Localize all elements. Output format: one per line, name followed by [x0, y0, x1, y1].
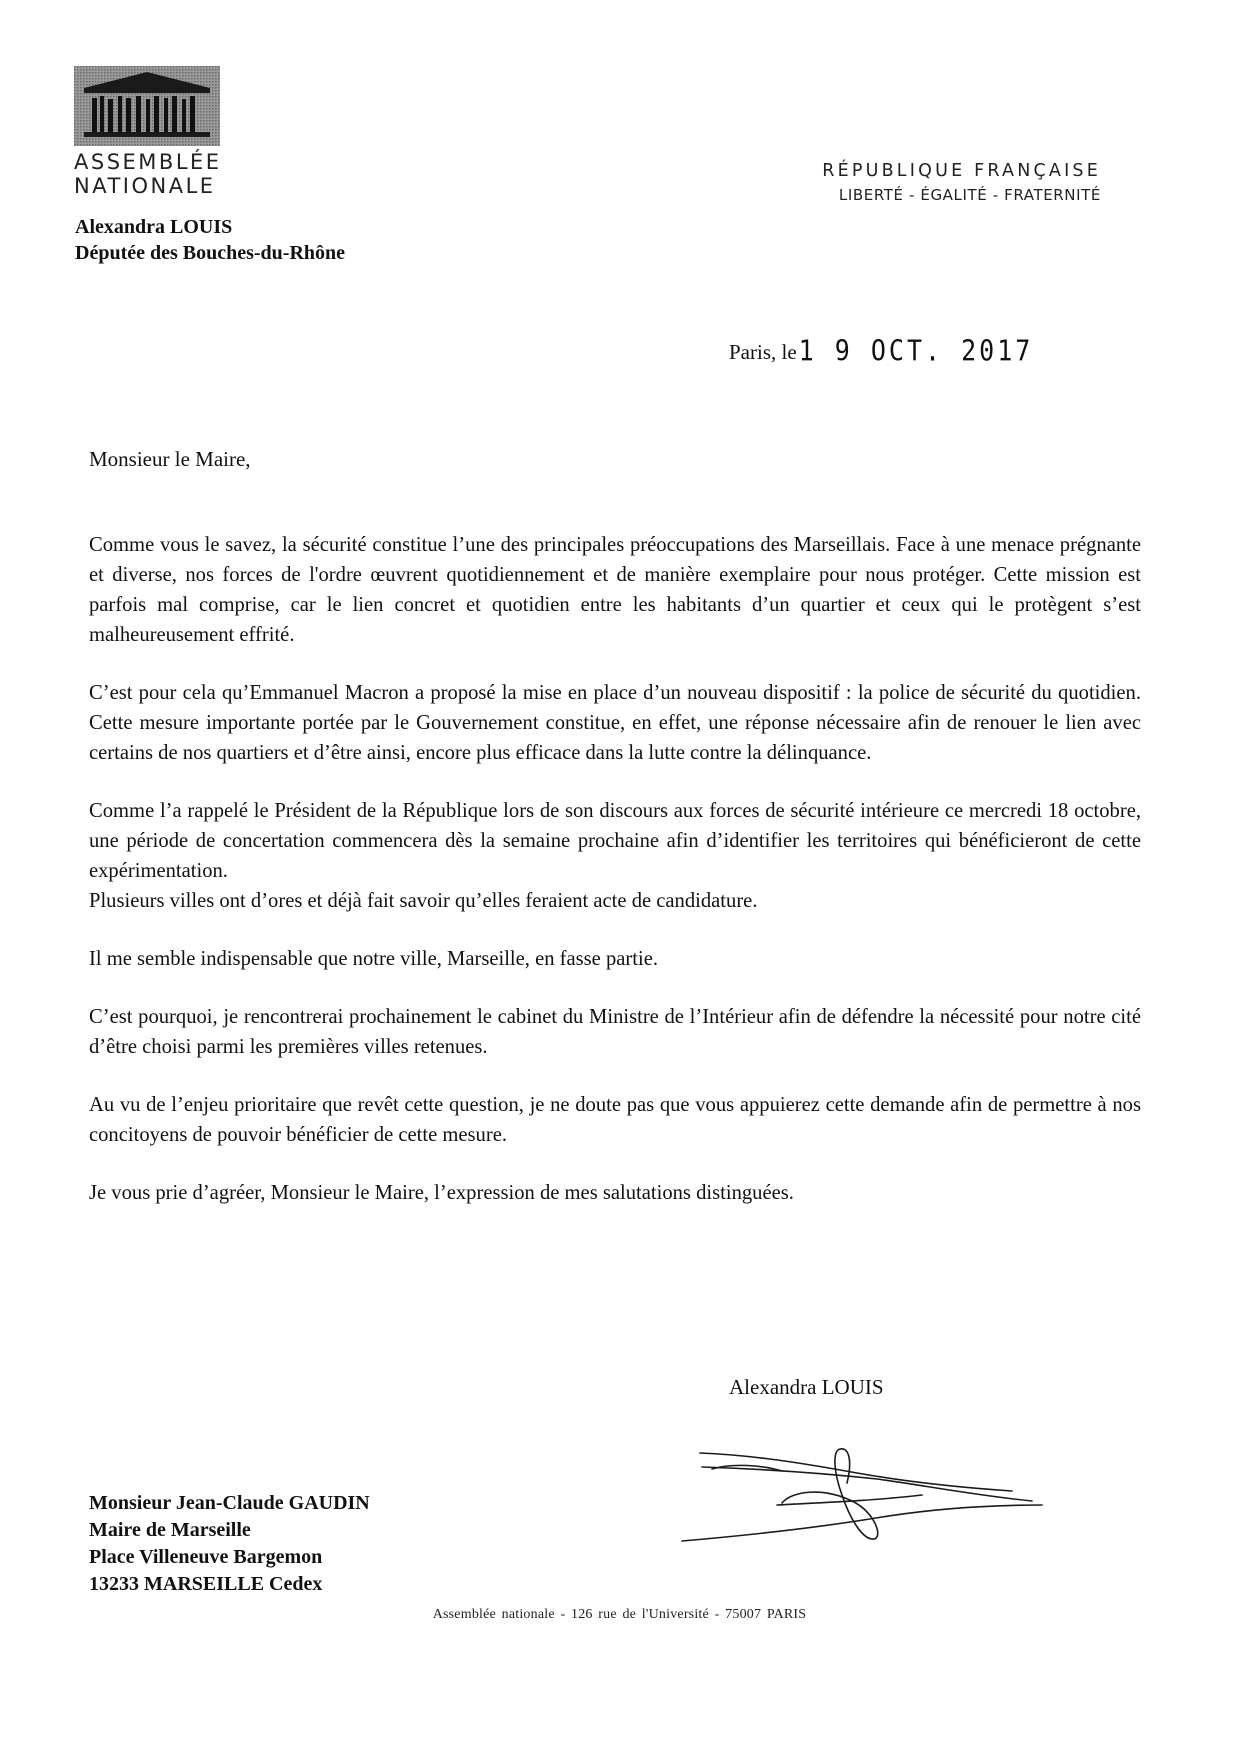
- recipient-address: [89, 1490, 370, 1598]
- paragraph-7: Au vu de l’enjeu prioritaire que revêt cette question, je ne doute pas que vous appuierez cette demande afin de permettre à nos concitoyens de pouvoir bénéficier de cette mesure.: [89, 1094, 1141, 1146]
- recipient-role: Maire de Marseille: [89, 1519, 251, 1541]
- paragraph-4: Plusieurs villes ont d’ores et déjà fait savoir qu’elles feraient acte de candidature.: [89, 890, 758, 912]
- handwritten-signature: [672, 1443, 1052, 1553]
- paragraph-8: Je vous prie d’agréer, Monsieur le Maire, l’expression de mes salutations distinguées.: [89, 1182, 794, 1204]
- paragraph-3: Comme l’a rappelé le Président de la République lors de son discours aux forces de sécurité intérieure ce mercredi 18 octobre, une période de concertation commencera dès la semaine prochaine afin d’identifier les territoires qui bénéficieront de cette expérimentation.: [89, 800, 1141, 882]
- recipient-name: Monsieur Jean-Claude GAUDIN: [89, 1492, 370, 1514]
- assemblee-building-icon: [74, 66, 220, 146]
- letter-body: [89, 530, 1141, 1236]
- republic-name: RÉPUBLIQUE FRANÇAISE: [822, 161, 1101, 181]
- logo-text: [74, 150, 224, 198]
- paragraph-2: C’est pour cela qu’Emmanuel Macron a proposé la mise en place d’un nouveau dispositif : la police de sécurité du quotidien. Cette mesure importante portée par le Gouvernement constitue, en effet, une réponse nécessaire afin de renouer le lien avec certains de nos quartiers et d’être ainsi, encore plus efficace dans la lutte contre la délinquance.: [89, 682, 1141, 764]
- letter-date: [729, 333, 1034, 368]
- footer-address: Assemblée nationale - 126 rue de l'Université - 75007 PARIS: [432, 1607, 807, 1622]
- sender-name: Alexandra LOUIS: [75, 216, 233, 238]
- logo-line-2: NATIONALE: [74, 174, 216, 198]
- sender-title: Députée des Bouches-du-Rhône: [75, 242, 346, 264]
- recipient-city: 13233 MARSEILLE Cedex: [89, 1573, 323, 1595]
- paragraph-1: Comme vous le savez, la sécurité constitue l’une des principales préoccupations des Marseillais. Face à une menace prégnante et diverse, nos forces de l'ordre œuvrent quotidiennement et de manière exemplaire pour nous protéger. Cette mission est parfois mal comprise, car le lien concret et quotidien entre les habitants d’un quartier et ceux qui le protègent s’est malheureusement effrité.: [89, 534, 1141, 646]
- logo-line-1: ASSEMBLÉE: [74, 150, 222, 174]
- paragraph-5: Il me semble indispensable que notre ville, Marseille, en fasse partie.: [89, 948, 659, 970]
- date-prefix: Paris, le: [729, 340, 797, 364]
- recipient-street: Place Villeneuve Bargemon: [89, 1546, 323, 1568]
- republic-motto-line: LIBERTÉ - ÉGALITÉ - FRATERNITÉ: [838, 186, 1101, 204]
- date-stamp: 1 9 OCT. 2017: [798, 333, 1034, 368]
- signer-name: Alexandra LOUIS: [729, 1375, 884, 1399]
- sender-block: [75, 214, 345, 266]
- paragraph-6: C’est pourquoi, je rencontrerai prochainement le cabinet du Ministre de l’Intérieur afin de défendre la nécessité pour notre cité d’être choisi parmi les premières villes retenues.: [89, 1006, 1141, 1058]
- salutation: Monsieur le Maire,: [89, 447, 251, 471]
- assemblee-nationale-logo: [74, 66, 224, 198]
- republic-motto: [822, 158, 1101, 206]
